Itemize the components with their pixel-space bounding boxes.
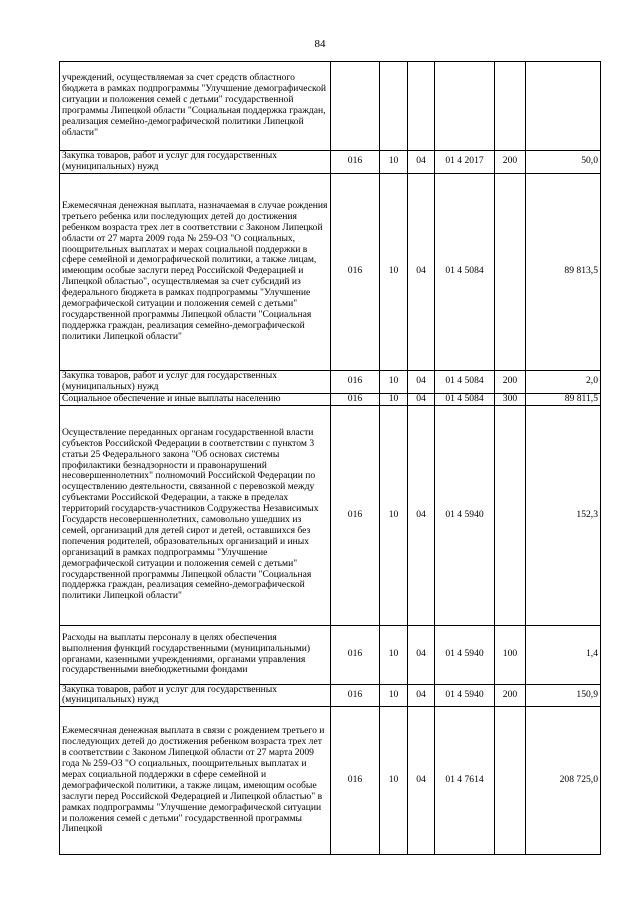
expense-type-code (495, 173, 526, 370)
table-row (60, 393, 601, 405)
subsection-code: 04 (408, 393, 435, 405)
section-code: 10 (380, 625, 408, 684)
table-row (60, 684, 601, 707)
amount-value: 208 725,0 (526, 707, 601, 855)
amount-value (526, 62, 601, 151)
section-code: 10 (380, 684, 408, 707)
target-article-code: 01 4 5084 (435, 173, 495, 370)
row-description: Ежемесячная денежная выплата, назначаемая в случае рождения третьего ребенка или последующих детей до достижения ребенком возраста трех лет в соответствии с Законом Липецкой области от 27 марта 2009 года № 259-ОЗ "О социальных, поощрительных выплатах и мерах социальной поддержки в сфере семейной и демографической политики, а также лицам, имеющим особые заслуги перед Российской Федерацией и Липецкой областью", осуществляемая за счет субсидий из федерального бюджета в рамках подпрограммы "Улучшение демографической ситуации и положения семей с детьми" государственной программы Липецкой области "Социальная поддержка граждан, реализация семейно-демографической политики Липецкой области" (60, 173, 331, 370)
amount-value: 89 811,5 (526, 393, 601, 405)
target-article-code (435, 62, 495, 151)
amount-value: 2,0 (526, 370, 601, 393)
expense-type-code: 200 (495, 684, 526, 707)
subsection-code: 04 (408, 625, 435, 684)
amount-value: 89 813,5 (526, 173, 601, 370)
table-row (60, 151, 601, 174)
row-description: Расходы на выплаты персоналу в целях обеспечения выполнения функций государственными (муниципальными) органами, казенными учреждениями, органами управления государственными внебюджетными фондами (60, 625, 331, 684)
expense-type-code (495, 707, 526, 855)
row-description: Социальное обеспечение и иные выплаты населению (60, 393, 331, 405)
ministry-code: 016 (331, 173, 380, 370)
row-description: Ежемесячная денежная выплата в связи с рождением третьего и последующих детей до достижения ребенком возраста трех лет в соответствии с Законом Липецкой области от 27 марта 2009 года № 259-ОЗ "О социальных, поощрительных выплатах и мерах социальной поддержки в сфере семейной и демографической политики, а также лицам, имеющим особые заслуги перед Российской Федерацией и Липецкой областью" в рамках подпрограммы "Улучшение демографической ситуации и положения семей с детьми" государственной программы Липецкой (60, 707, 331, 855)
table-row (60, 62, 601, 151)
amount-value: 1,4 (526, 625, 601, 684)
section-code: 10 (380, 405, 408, 625)
row-description: Осуществление переданных органам государственной власти субъектов Российской Федерации в соответствии с пунктом 3 статьи 25 Федерального закона "Об основах системы профилактики безнадзорности и правонарушений несовершеннолетних" полномочий Российской Федерации по осуществлению деятельности, связанной с перевозкой между субъектами Российской Федерации, а также в пределах территорий государств-участников Содружества Независимых Государств несовершеннолетних, самовольно ушедших из семей, организаций для детей сирот и детей, оставшихся без попечения родителей, образовательных организаций и иных организаций в рамках подпрограммы "Улучшение демографической ситуации и положения семей с детьми" государственной программы Липецкой области "Социальная поддержка граждан, реализация семейно-демографической политики Липецкой области" (60, 405, 331, 625)
expense-type-code: 200 (495, 370, 526, 393)
ministry-code: 016 (331, 625, 380, 684)
amount-value: 152,3 (526, 405, 601, 625)
target-article-code: 01 4 5940 (435, 684, 495, 707)
target-article-code: 01 4 7614 (435, 707, 495, 855)
section-code: 10 (380, 173, 408, 370)
target-article-code: 01 4 2017 (435, 151, 495, 174)
row-description: Закупка товаров, работ и услуг для государственных (муниципальных) нужд (60, 151, 331, 174)
table-row (60, 173, 601, 370)
section-code (380, 62, 408, 151)
row-description: учреждений, осуществляемая за счет средств областного бюджета в рамках подпрограммы "Улучшение демографической ситуации и положения семей с детьми" государственной программы Липецкой области "Социальная поддержка граждан, реализация семейно-демографической политики Липецкой области" (60, 62, 331, 151)
ministry-code: 016 (331, 684, 380, 707)
subsection-code: 04 (408, 405, 435, 625)
ministry-code (331, 62, 380, 151)
table-row (60, 370, 601, 393)
amount-value: 150,9 (526, 684, 601, 707)
table-row (60, 405, 601, 625)
expense-type-code (495, 62, 526, 151)
subsection-code: 04 (408, 707, 435, 855)
target-article-code: 01 4 5940 (435, 625, 495, 684)
subsection-code: 04 (408, 173, 435, 370)
ministry-code: 016 (331, 370, 380, 393)
page-number: 84 (314, 38, 326, 50)
subsection-code: 04 (408, 370, 435, 393)
section-code: 10 (380, 707, 408, 855)
target-article-code: 01 4 5084 (435, 370, 495, 393)
subsection-code: 04 (408, 684, 435, 707)
expense-type-code (495, 405, 526, 625)
ministry-code: 016 (331, 707, 380, 855)
expense-type-code: 100 (495, 625, 526, 684)
row-description: Закупка товаров, работ и услуг для государственных (муниципальных) нужд (60, 370, 331, 393)
table-row (60, 625, 601, 684)
row-description: Закупка товаров, работ и услуг для государственных (муниципальных) нужд (60, 684, 331, 707)
section-code: 10 (380, 151, 408, 174)
subsection-code: 04 (408, 151, 435, 174)
ministry-code: 016 (331, 151, 380, 174)
target-article-code: 01 4 5084 (435, 393, 495, 405)
ministry-code: 016 (331, 405, 380, 625)
expense-type-code: 300 (495, 393, 526, 405)
ministry-code: 016 (331, 393, 380, 405)
amount-value: 50,0 (526, 151, 601, 174)
target-article-code: 01 4 5940 (435, 405, 495, 625)
table-row (60, 707, 601, 855)
expense-type-code: 200 (495, 151, 526, 174)
subsection-code (408, 62, 435, 151)
section-code: 10 (380, 393, 408, 405)
budget-table (59, 61, 601, 855)
section-code: 10 (380, 370, 408, 393)
